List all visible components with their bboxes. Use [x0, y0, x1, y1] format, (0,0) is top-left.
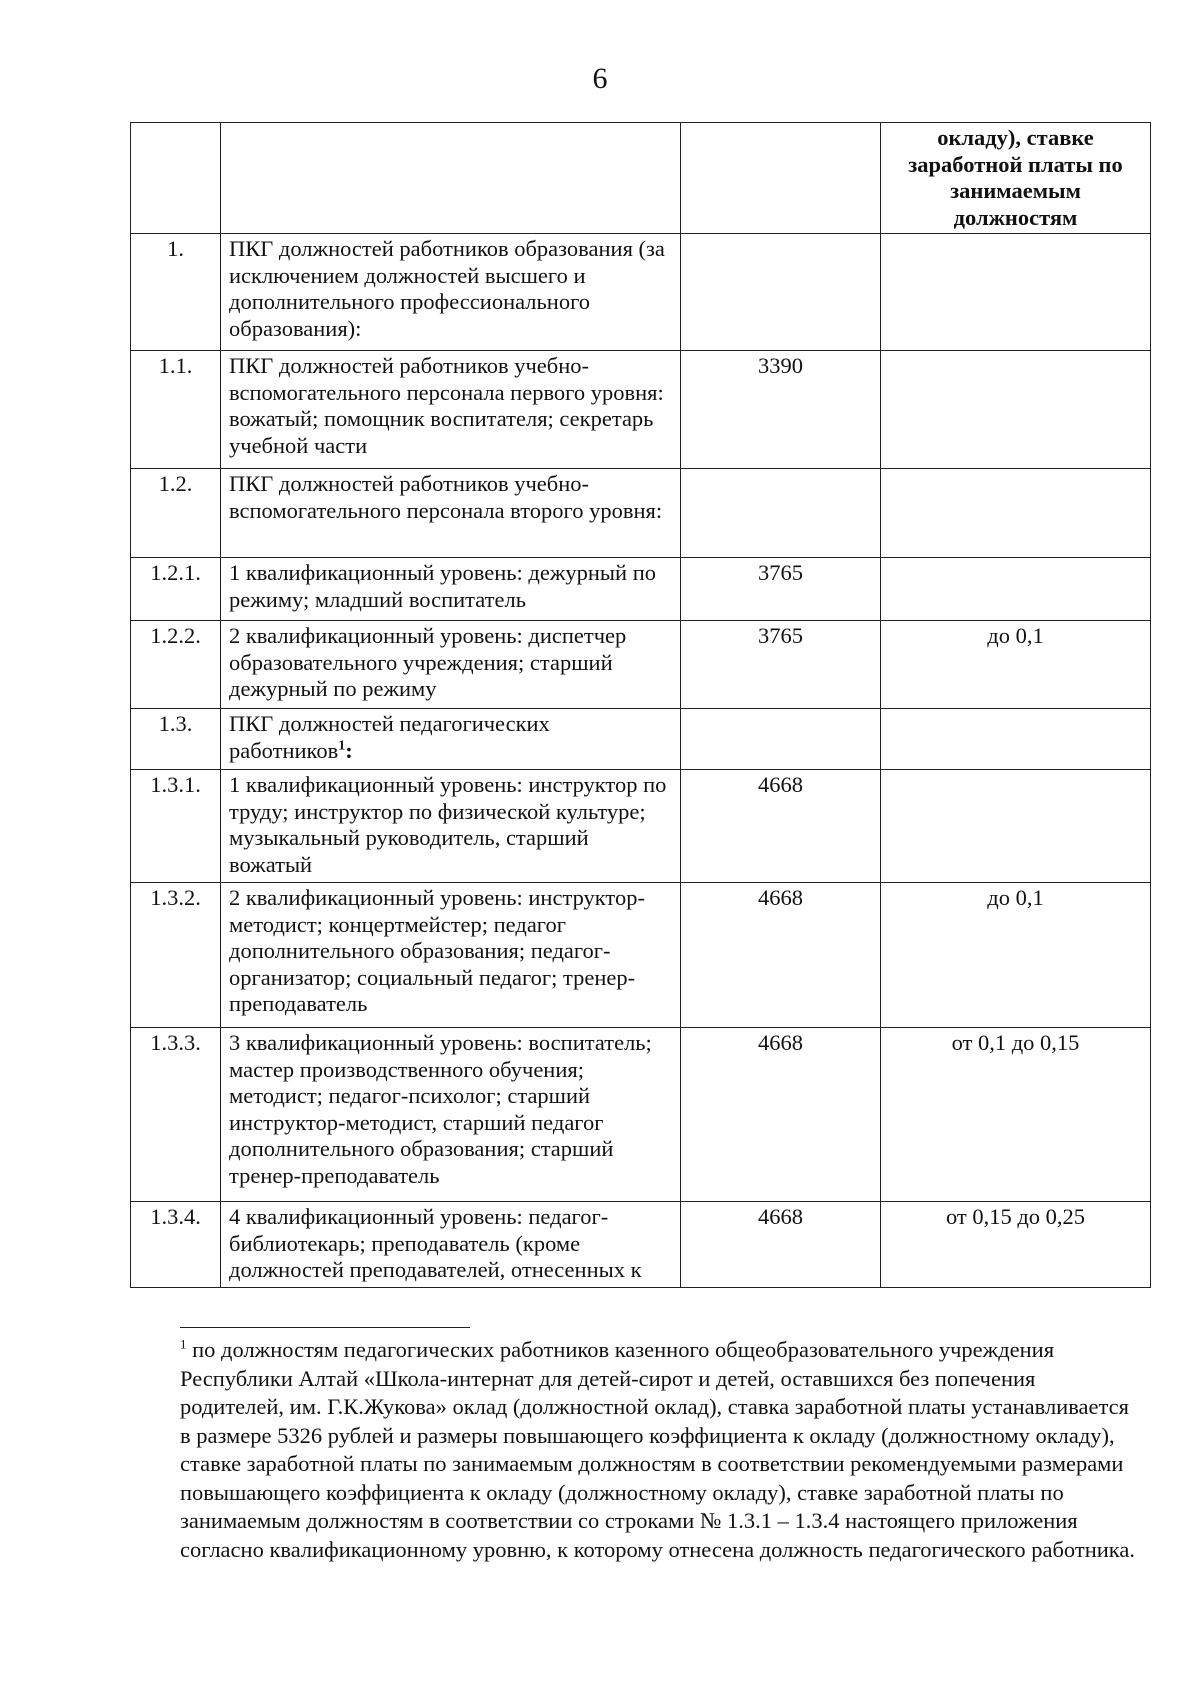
page-number: 6: [592, 62, 608, 95]
row-number: 1.: [131, 234, 221, 351]
row-number: 1.3.: [131, 709, 221, 770]
table-row: [131, 770, 1151, 883]
row-text-main: ПКГ должностей педагогических работников: [229, 711, 550, 763]
footnote-number: 1: [180, 1336, 187, 1352]
row-number: 1.1.: [131, 351, 221, 469]
row-text: ПКГ должностей работников учебно-вспомогательного персонала первого уровня: вожатый; помощник воспитателя; секретарь учебной части: [221, 351, 681, 469]
table-row: [131, 709, 1151, 770]
row-coefficient: [881, 351, 1151, 469]
salary-table: [130, 122, 1151, 1288]
row-coefficient: до 0,1: [881, 621, 1151, 709]
row-salary: [681, 709, 881, 770]
row-text: [221, 709, 681, 770]
table-header-row: [131, 123, 1151, 234]
row-text: 2 квалификационный уровень: диспетчер образовательного учреждения; старший дежурный по режиму: [221, 621, 681, 709]
table-row: [131, 1028, 1151, 1202]
row-salary: 4668: [681, 770, 881, 883]
row-salary: [681, 234, 881, 351]
row-number: 1.3.3.: [131, 1028, 221, 1202]
row-text: ПКГ должностей работников учебно-вспомогательного персонала второго уровня:: [221, 469, 681, 558]
row-number: 1.2.: [131, 469, 221, 558]
table-row: [131, 621, 1151, 709]
table-row: [131, 1202, 1151, 1288]
header-cell-coefficient: окладу), ставке заработной платы по занимаемым должностям: [881, 123, 1151, 234]
row-text: 3 квалификационный уровень: воспитатель; мастер производственного обучения; методист; педагог-психолог; старший инструктор-методист, старший педагог дополнительного образования; старший тренер-преподаватель: [221, 1028, 681, 1202]
table-row: [131, 883, 1151, 1028]
row-salary: 4668: [681, 1202, 881, 1288]
row-coefficient: [881, 770, 1151, 883]
table-row: [131, 558, 1151, 621]
footnote-divider: [180, 1327, 470, 1328]
row-text: 1 квалификационный уровень: дежурный по режиму; младший воспитатель: [221, 558, 681, 621]
row-salary: 3390: [681, 351, 881, 469]
row-coefficient: [881, 558, 1151, 621]
footnote-marker: 1: [338, 738, 346, 753]
row-text: 1 квалификационный уровень: инструктор по труду; инструктор по физической культуре; музыкальный руководитель, старший вожатый: [221, 770, 681, 883]
row-coefficient: [881, 234, 1151, 351]
row-number: 1.3.1.: [131, 770, 221, 883]
row-salary: 3765: [681, 558, 881, 621]
row-text-colon: :: [345, 737, 353, 763]
row-coefficient: от 0,1 до 0,15: [881, 1028, 1151, 1202]
table-row: [131, 234, 1151, 351]
row-text: 4 квалификационный уровень: педагог-библиотекарь; преподаватель (кроме должностей преподавателей, отнесенных к: [221, 1202, 681, 1288]
footnote: [180, 1336, 1140, 1564]
row-salary: 3765: [681, 621, 881, 709]
row-coefficient: [881, 469, 1151, 558]
table-row: [131, 469, 1151, 558]
header-cell-position: [221, 123, 681, 234]
table-row: [131, 351, 1151, 469]
row-number: 1.2.2.: [131, 621, 221, 709]
row-text: 2 квалификационный уровень: инструктор-методист; концертмейстер; педагог дополнительного образования; педагог-организатор; социальный педагог; тренер-преподаватель: [221, 883, 681, 1028]
row-coefficient: до 0,1: [881, 883, 1151, 1028]
row-coefficient: от 0,15 до 0,25: [881, 1202, 1151, 1288]
row-number: 1.3.4.: [131, 1202, 221, 1288]
row-coefficient: [881, 709, 1151, 770]
header-cell-number: [131, 123, 221, 234]
row-number: 1.3.2.: [131, 883, 221, 1028]
row-salary: 4668: [681, 883, 881, 1028]
row-text: ПКГ должностей работников образования (за исключением должностей высшего и дополнительного профессионального образования):: [221, 234, 681, 351]
row-salary: [681, 469, 881, 558]
row-salary: 4668: [681, 1028, 881, 1202]
footnote-text: по должностям педагогических работников казенного общеобразовательного учреждения Республики Алтай «Школа-интернат для детей-сирот и детей, оставшихся без попечения родителей, им. Г.К.Жукова» оклад (должностной оклад), ставка заработной платы устанавливается в размере 5326 рублей и размеры повышающего коэффициента к окладу (должностному окладу), ставке заработной платы по занимаемым должностям в соответствии рекомендуемыми размерами повышающего коэффициента к окладу (должностному окладу), ставке заработной платы по занимаемым должностям в соответствии со строками № 1.3.1 – 1.3.4 настоящего приложения согласно квалификационному уровню, к которому отнесена должность педагогического работника.: [180, 1337, 1135, 1562]
header-cell-salary: [681, 123, 881, 234]
row-number: 1.2.1.: [131, 558, 221, 621]
